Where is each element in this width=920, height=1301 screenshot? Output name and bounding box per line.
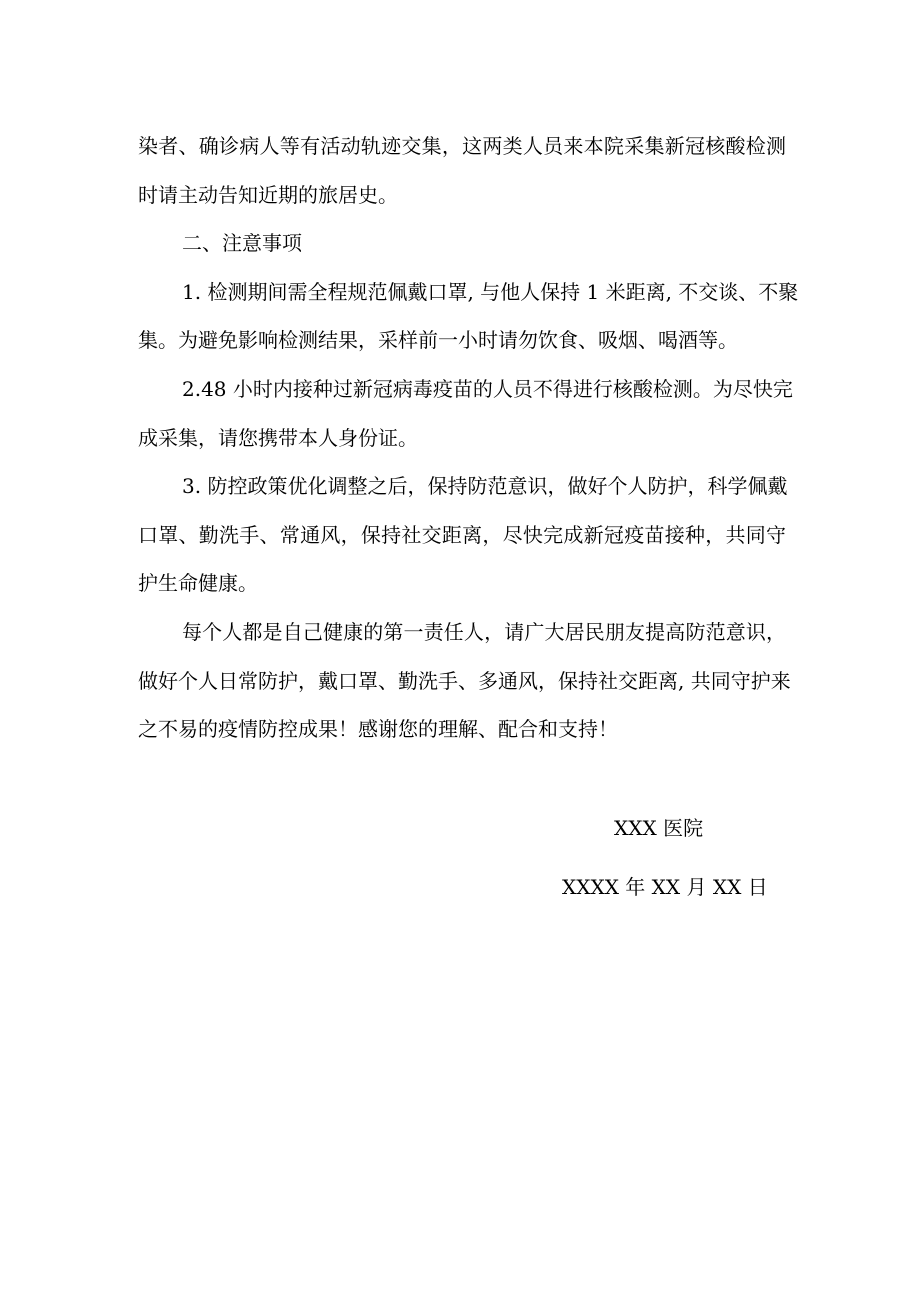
list-item-1-line: 1. 检测期间需全程规范佩戴口罩, 与他人保持 1 米距离, 不交谈、不聚 xyxy=(182,279,799,304)
signature-date: XXXX 年 XX 月 XX 日 xyxy=(562,875,768,899)
closing-paragraph-line: 每个人都是自己健康的第一责任人，请广大居民朋友提高防范意识， xyxy=(182,619,786,644)
list-item-3-line: 3. 防控政策优化调整之后，保持防范意识，做好个人防护，科学佩戴 xyxy=(182,474,788,499)
list-item-1-line: 集。为避免影响检测结果，采样前一小时请勿饮食、吸烟、喝酒等。 xyxy=(138,328,738,353)
paragraph-line: 时请主动告知近期的旅居史。 xyxy=(138,182,398,207)
paragraph-line: 染者、确诊病人等有活动轨迹交集，这两类人员来本院采集新冠核酸检测 xyxy=(138,134,786,158)
signature-organization: XXX 医院 xyxy=(614,816,704,840)
list-item-3-line: 护生命健康。 xyxy=(138,571,258,596)
closing-paragraph-line: 做好个人日常防护，戴口罩、勤洗手、多通风，保持社交距离, 共同守护来 xyxy=(138,668,791,693)
list-item-2-line: 2.48 小时内接种过新冠病毒疫苗的人员不得进行核酸检测。为尽快完 xyxy=(182,376,793,401)
list-item-3-line: 口罩、勤洗手、常通风，保持社交距离，尽快完成新冠疫苗接种，共同守 xyxy=(138,522,786,547)
closing-paragraph-line: 之不易的疫情防控成果！感谢您的理解、配合和支持！ xyxy=(138,717,618,742)
section-heading: 二、注意事项 xyxy=(182,231,302,256)
document-body xyxy=(138,122,799,754)
list-item-2-line: 成采集，请您携带本人身份证。 xyxy=(138,425,418,450)
